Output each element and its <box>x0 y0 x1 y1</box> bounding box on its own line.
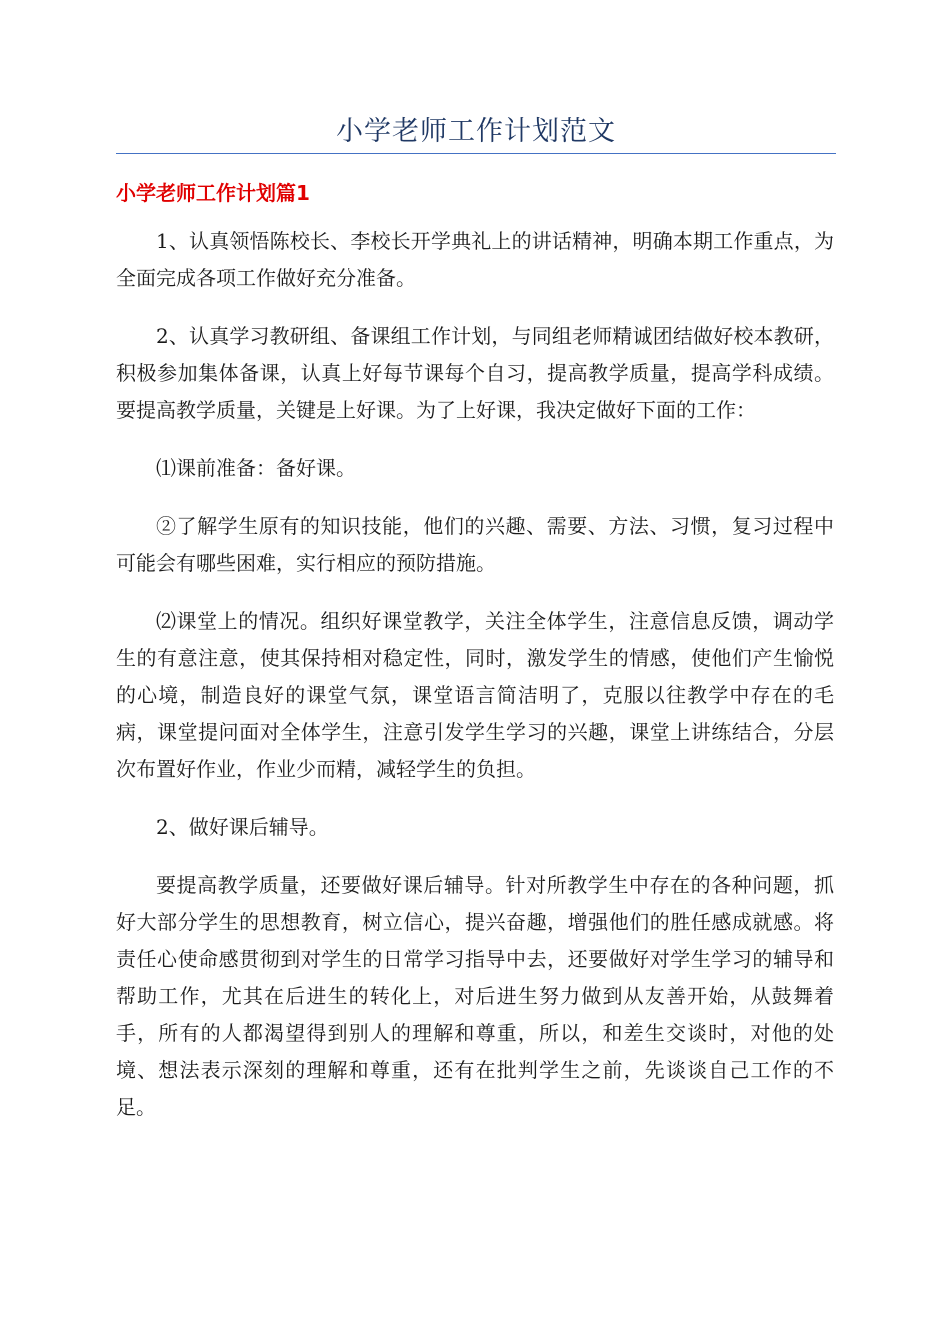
document-title: 小学老师工作计划范文 <box>336 116 616 147</box>
document-body <box>116 223 834 1147</box>
paragraph-1: 1、认真领悟陈校长、李校长开学典礼上的讲话精神，明确本期工作重点，为全面完成各项工作做好充分准备。 <box>116 229 834 290</box>
paragraph-2: 2、认真学习教研组、备课组工作计划，与同组老师精诚团结做好校本教研，积极参加集体备课，认真上好每节课每个自习，提高教学质量，提高学科成绩。要提高教学质量，关键是上好课。为了上好课，我决定做好下面的工作： <box>116 324 834 422</box>
title-underline <box>116 153 836 154</box>
paragraph-3: ⑴课前准备：备好课。 <box>156 456 356 480</box>
section-heading: 小学老师工作计划篇1 <box>116 181 310 205</box>
paragraph-4: ②了解学生原有的知识技能，他们的兴趣、需要、方法、习惯，复习过程中可能会有哪些困难，实行相应的预防措施。 <box>116 514 834 575</box>
paragraph-5: ⑵课堂上的情况。组织好课堂教学，关注全体学生，注意信息反馈，调动学生的有意注意，使其保持相对稳定性，同时，激发学生的情感，使他们产生愉悦的心境，制造良好的课堂气氛，课堂语言简洁明了，克服以往教学中存在的毛病，课堂提问面对全体学生，注意引发学生学习的兴趣，课堂上讲练结合，分层次布置好作业，作业少而精，减轻学生的负担。 <box>116 609 834 781</box>
paragraph-6: 2、做好课后辅导。 <box>156 815 329 839</box>
paragraph-7: 要提高教学质量，还要做好课后辅导。针对所教学生中存在的各种问题，抓好大部分学生的思想教育，树立信心，提兴奋趣，增强他们的胜任感成就感。将责任心使命感贯彻到对学生的日常学习指导中去，还要做好对学生学习的辅导和帮助工作，尤其在后进生的转化上，对后进生努力做到从友善开始，从鼓舞着手，所有的人都渴望得到别人的理解和尊重，所以，和差生交谈时，对他的处境、想法表示深刻的理解和尊重，还有在批判学生之前，先谈谈自己工作的不足。 <box>116 873 834 1119</box>
